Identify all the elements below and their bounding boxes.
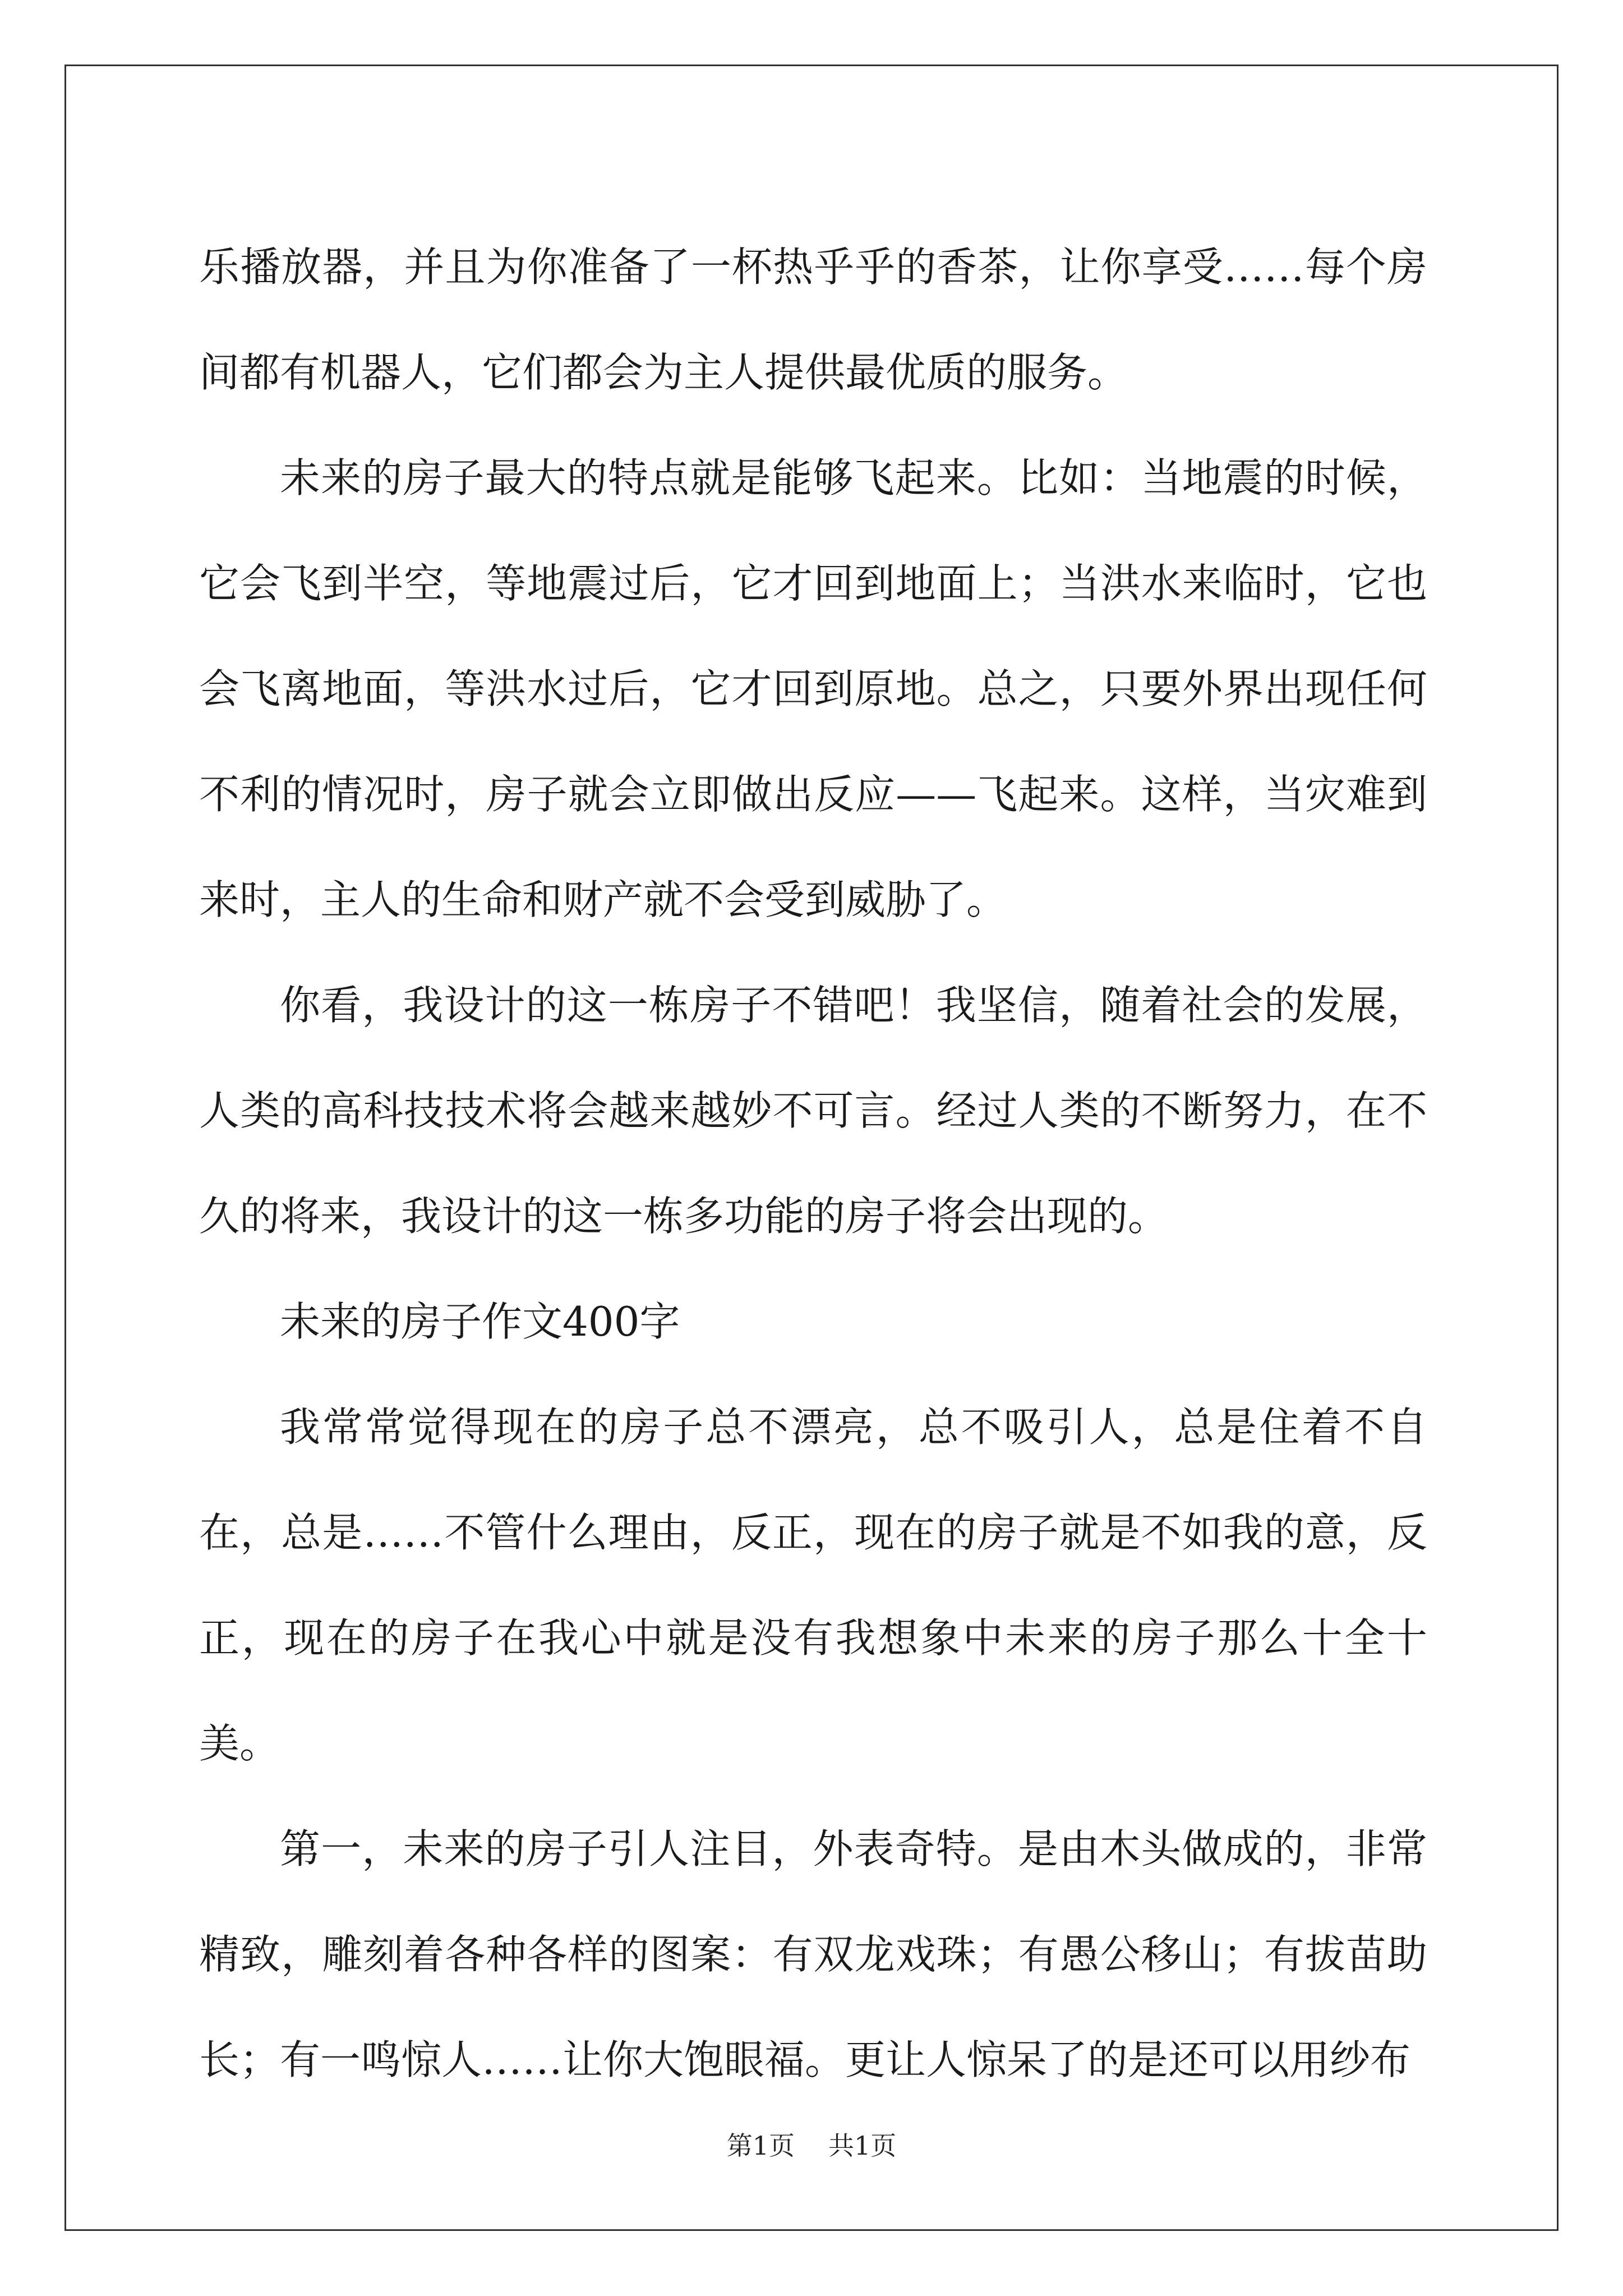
page-footer [0,2129,1623,2162]
document-body [199,214,1427,2113]
paragraph: 我常常觉得现在的房子总不漂亮，总不吸引人，总是住着不自在，总是……不管什么理由，反正，现在的房子就是不如我的意，反正，现在的房子在我心中就是没有我想象中未来的房子那么十全十美。 [199,1404,1427,1767]
paragraph: 你看，我设计的这一栋房子不错吧！我坚信，随着社会的发展，人类的高科技技术将会越来越妙不可言。经过人类的不断努力，在不久的将来，我设计的这一栋多功能的房子将会出现的。 [199,982,1427,1240]
paragraph: 乐播放器，并且为你准备了一杯热乎乎的香茶，让你享受……每个房间都有机器人，它们都会为主人提供最优质的服务。 [199,243,1427,396]
page-number: 第1页 [726,2131,795,2161]
page-total: 共1页 [828,2131,897,2161]
paragraph: 未来的房子最大的特点就是能够飞起来。比如：当地震的时候，它会飞到半空，等地震过后，它才回到地面上；当洪水来临时，它也会飞离地面，等洪水过后，它才回到原地。总之，只要外界出现任何不利的情况时，房子就会立即做出反应——飞起来。这样，当灾难到来时，主人的生命和财产就不会受到威胁了。 [199,454,1427,923]
paragraph: 第一，未来的房子引人注目，外表奇特。是由木头做成的，非常精致，雕刻着各种各样的图案：有双龙戏珠；有愚公移山；有拔苗助长；有一鸣惊人……让你大饱眼福。更让人惊呆了的是还可以用纱布 [199,1825,1427,2083]
section-heading: 未来的房子作文400字 [280,1298,680,1345]
